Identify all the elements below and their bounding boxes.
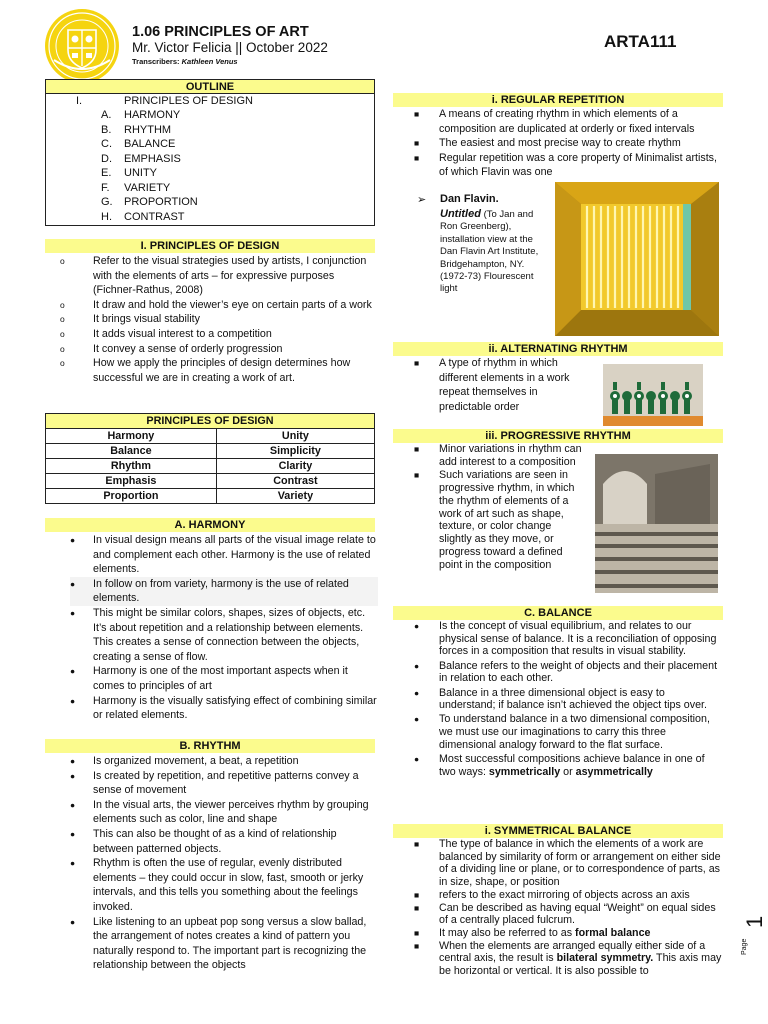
principles-table: [45, 413, 375, 504]
outline-item: A. HARMONY: [101, 109, 181, 121]
section-heading-balance: C. BALANCE: [393, 606, 723, 620]
list-item: ● Is organized movement, a beat, a repetition: [70, 755, 299, 767]
list-item: o It brings visual stability: [60, 313, 200, 326]
harmony-list: [70, 533, 378, 723]
symmetrical-balance-list: [414, 838, 724, 978]
list-item: ● Like listening to an upbeat pop song versus a slow ballad, the arrangement of notes creates a kind of pattern you naturally respond to. The important part is recognizing the relationship between the objects: [70, 915, 367, 972]
list-item: ● In follow on from variety, harmony is the use of related elements.: [70, 577, 378, 606]
list-item: ● Is created by repetition, and repetitive patterns convey a sense of movement: [70, 769, 359, 797]
list-item: ● Harmony is the visually satisfying effect of combining similar or related elements.: [70, 694, 377, 722]
outline-item: I. PRINCIPLES OF DESIGN: [76, 95, 253, 107]
outline-item: F. VARIETY: [101, 182, 171, 194]
list-item: ● Harmony is one of the most important aspects when it comes to principles of art: [70, 665, 348, 692]
list-item: ■ The easiest and most precise way to create rhythm: [414, 137, 681, 150]
outline-item: E. UNITY: [101, 167, 157, 179]
document-title: 1.06 PRINCIPLES OF ART: [132, 24, 309, 40]
outline-item: H. CONTRAST: [101, 211, 185, 223]
list-item: ● This can also be thought of as a kind of relationship between patterned objects.: [70, 827, 337, 855]
list-item: o It convey a sense of orderly progression: [60, 342, 283, 355]
list-item: ■ Such variations are seen in progressive rhythm, in which the rhythm of elements of a work of art such as shape, texture, or color change slightly as they move, or progress toward a defined point in the composition: [414, 468, 575, 572]
list-item: ● In the visual arts, the viewer perceives rhythm by grouping elements such as color, line and shape: [70, 798, 369, 826]
page-label: Page: [741, 938, 748, 955]
section-heading-symmetrical-balance: i. SYMMETRICAL BALANCE: [393, 824, 723, 838]
section-heading-principles: I. PRINCIPLES OF DESIGN: [45, 239, 375, 253]
artwork-caption: Untitled (To Jan and Ron Greenberg), installation view at the Dan Flavin Art Institute, Bridgehampton, NY. (1972-73) Flourescent light: [440, 208, 539, 295]
dan-flavin-installation-image: [555, 182, 719, 336]
table-row: Proportion Variety: [46, 489, 375, 504]
list-item: ● Most successful compositions achieve balance in one of two ways: symmetrically or asymmetrically: [414, 753, 705, 778]
list-item: ■ When the elements are arranged equally either side of a central axis, the result is bilateral symmetry. This axis may be horizontal or vertical. It is also possible to: [414, 939, 722, 978]
list-item: ■ The type of balance in which the elements of a work are balanced by similarity of form or arrangement on either side of a dividing line or plane, or to correspondence of parts, as in size, shape, or position: [414, 838, 721, 889]
table-row: Harmony Unity: [46, 429, 375, 444]
school-seal-logo: [44, 8, 120, 84]
list-item: ● In visual design means all parts of the visual image relate to and complement each other. Harmony is the use of related elements.: [70, 534, 376, 576]
list-item: ● Balance refers to the weight of objects and their placement in relation to each other.: [414, 659, 718, 685]
table-row: Emphasis Contrast: [46, 474, 375, 489]
principles-list: [60, 254, 378, 385]
outline-title: OUTLINE: [46, 80, 374, 94]
list-item: ■ Can be described as having equal “Weight” on equal sides of a centrally placed fulcrum.: [414, 901, 716, 927]
list-item: ■ A type of rhythm in which different elements in a work repeat themselves in predictable order: [414, 357, 570, 413]
alternating-rhythm-list: [414, 356, 589, 414]
table-row: Rhythm Clarity: [46, 459, 375, 474]
list-item: ● Rhythm is often the use of regular, evenly distributed elements – they could occur in slow, fast, smooth or jerky intervals, and this tells you something about the feelings invoked.: [70, 857, 364, 913]
list-item: o It adds visual interest to a competition: [60, 327, 272, 340]
list-item: o Refer to the visual strategies used by artists, I conjunction with the elements of arts – for expressive purposes (Fichner-Rathus, 2008): [60, 255, 367, 297]
course-code: ARTA111: [604, 32, 677, 51]
regular-repetition-list: [414, 107, 724, 180]
transcribers-line: Transcribers: Kathleen Venus: [132, 57, 238, 66]
outline-item: D. EMPHASIS: [101, 153, 181, 165]
progressive-rhythm-list: [414, 443, 584, 572]
table-row: Balance Simplicity: [46, 444, 375, 459]
outline-item: C. BALANCE: [101, 138, 176, 150]
outline-item: B. RHYTHM: [101, 124, 172, 136]
list-item: ■ refers to the exact mirroring of objects across an axis: [414, 888, 690, 901]
list-item: ● To understand balance in a two dimensional composition, we must use our imaginations to carry this three dimensional analogy forward to the flat surface.: [414, 713, 710, 751]
balance-list: [414, 620, 724, 778]
list-item: ● This might be similar colors, shapes, sizes of objects, etc. It’s about repetition and a relationship between elements. This creates a sense of connection between the objects, creating a sense of flow.: [70, 606, 366, 663]
table-title: PRINCIPLES OF DESIGN: [46, 414, 375, 429]
list-item: ● Balance in a three dimensional object is easy to understand; if balance isn’t achieved the object tips over.: [414, 686, 707, 712]
document-subtitle: Mr. Victor Felicia || October 2022: [132, 40, 328, 55]
section-heading-alternating-rhythm: ii. ALTERNATING RHYTHM: [393, 342, 723, 356]
section-heading-rhythm: B. RHYTHM: [45, 739, 375, 753]
section-heading-harmony: A. HARMONY: [45, 518, 375, 532]
outline-item: G. PROPORTION: [101, 196, 198, 208]
artist-name: Dan Flavin.: [440, 193, 499, 205]
list-item: o It draw and hold the viewer’s eye on certain parts of a work: [60, 298, 372, 311]
section-heading-progressive-rhythm: iii. PROGRESSIVE RHYTHM: [393, 429, 723, 443]
arrow-bullet-icon: ➢: [417, 194, 427, 206]
list-item: ● Is the concept of visual equilibrium, and relates to our physical sense of balance. It is a reconciliation of opposing forces in a composition that results in visual stability.: [414, 620, 717, 658]
section-heading-regular-repetition: i. REGULAR REPETITION: [393, 93, 723, 107]
outline-box: [45, 79, 375, 226]
list-item: ■ A means of creating rhythm in which elements of a composition are duplicated at orderly or fixed intervals: [414, 108, 695, 135]
rhythm-list: [70, 754, 378, 973]
progressive-rhythm-stairs-image: [595, 454, 718, 593]
list-item: o How we apply the principles of design determines how successful we are in creating a work of art.: [60, 357, 351, 384]
list-item: ■ It may also be referred to as formal balance: [414, 926, 651, 939]
list-item: ■ Minor variations in rhythm can add interest to a composition: [414, 443, 582, 468]
alternating-rhythm-image: [603, 364, 703, 426]
list-item: ■ Regular repetition was a core property of Minimalist artists, of which Flavin was one: [414, 151, 717, 179]
page-number: 1: [742, 915, 767, 928]
